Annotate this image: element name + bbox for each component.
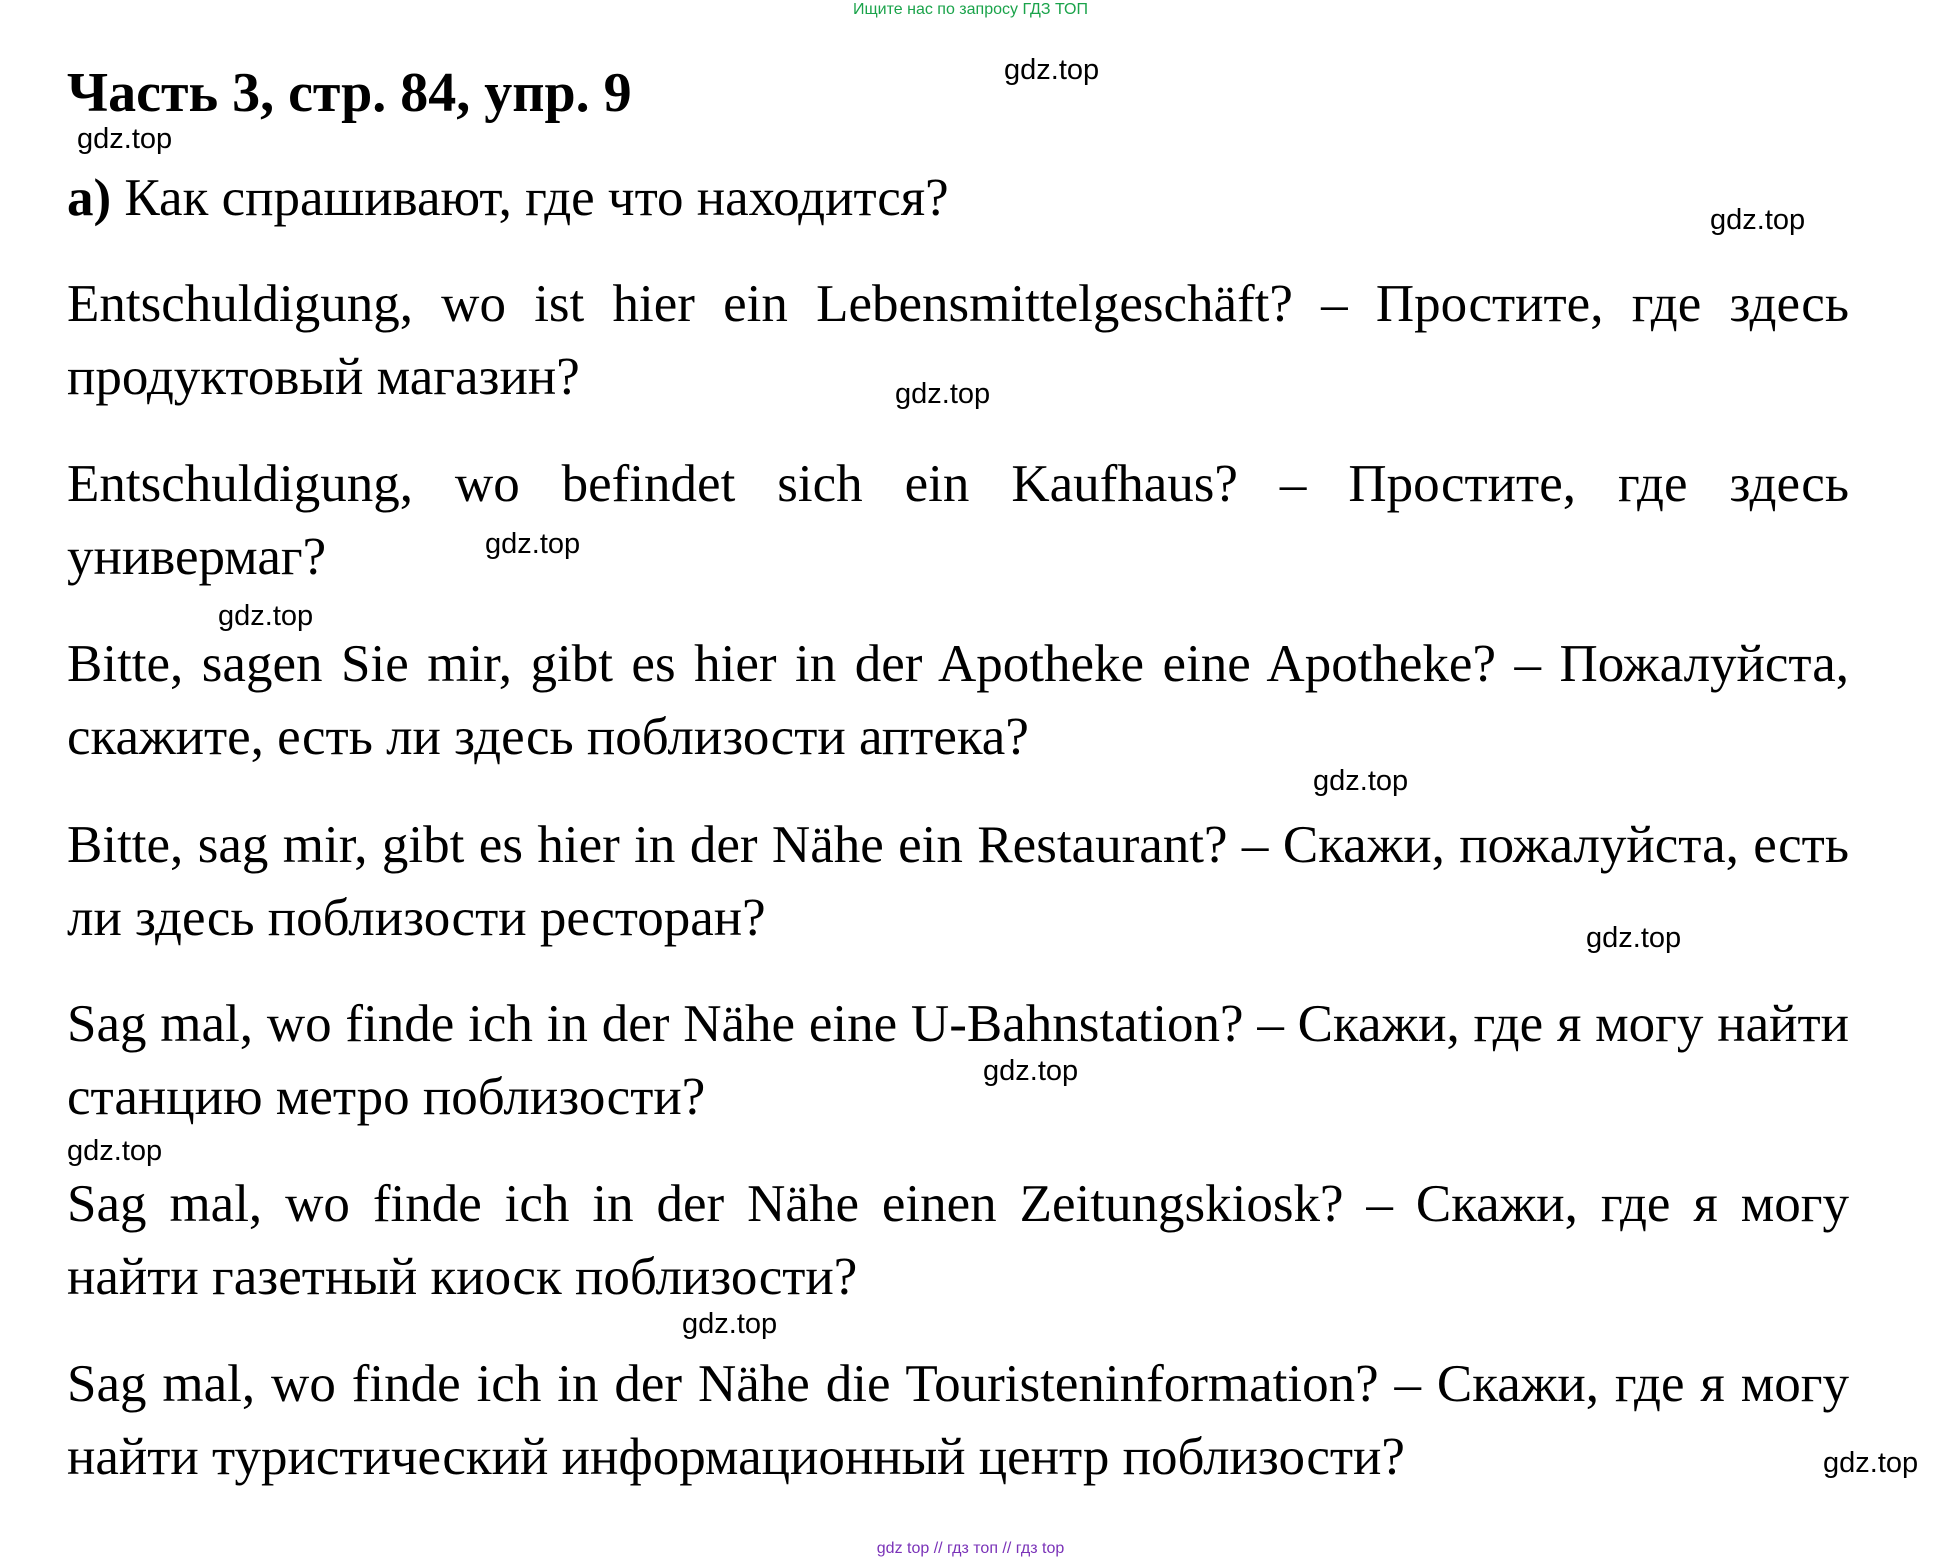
page-title: Часть 3, стр. 84, упр. 9 xyxy=(67,62,632,124)
watermark: gdz.top xyxy=(77,123,173,155)
watermark: gdz.top xyxy=(895,378,991,410)
watermark: gdz.top xyxy=(67,1135,163,1167)
section-question: Как спрашивают, где что находится? xyxy=(111,169,949,227)
watermark: gdz.top xyxy=(218,600,314,632)
top-banner: Ищите нас по запросу ГДЗ ТОП xyxy=(853,1,1088,18)
watermark: gdz.top xyxy=(485,528,581,560)
watermark: gdz.top xyxy=(1004,54,1100,86)
exercise-paragraph-7: Sag mal, wo finde ich in der Nähe die Touristeninformation? – Скажи, где я могу найти туристический информационный центр поблизости? xyxy=(67,1355,1849,1486)
watermark: gdz.top xyxy=(682,1308,778,1340)
section-label: а) xyxy=(67,169,112,227)
watermark: gdz.top xyxy=(1710,204,1806,236)
watermark: gdz.top xyxy=(1586,922,1682,954)
section-subheading xyxy=(67,165,949,231)
exercise-paragraph-6: Sag mal, wo finde ich in der Nähe einen Zeitungskiosk? – Скажи, где я могу найти газетный киоск поблизости? xyxy=(67,1175,1849,1306)
footer-links: gdz top // гдз топ // гдз top xyxy=(876,1540,1065,1557)
watermark: gdz.top xyxy=(983,1055,1079,1087)
exercise-paragraph-1: Entschuldigung, wo ist hier ein Lebensmittelgeschäft? – Простите, где здесь продуктовый магазин? xyxy=(67,275,1849,406)
watermark: gdz.top xyxy=(1823,1447,1919,1479)
watermark: gdz.top xyxy=(1313,765,1409,797)
exercise-paragraph-4: Bitte, sag mir, gibt es hier in der Nähe ein Restaurant? – Скажи, пожалуйста, есть ли здесь поблизости ресторан? xyxy=(67,816,1849,947)
exercise-paragraph-2: Entschuldigung, wo befindet sich ein Kaufhaus? – Простите, где здесь универмаг? xyxy=(67,455,1849,586)
exercise-paragraph-5: Sag mal, wo finde ich in der Nähe eine U-Bahnstation? – Скажи, где я могу найти станцию метро поблизости? xyxy=(67,995,1849,1126)
exercise-paragraph-3: Bitte, sagen Sie mir, gibt es hier in der Apotheke eine Apotheke? – Пожалуйста, скажите, есть ли здесь поблизости аптека? xyxy=(67,635,1849,766)
